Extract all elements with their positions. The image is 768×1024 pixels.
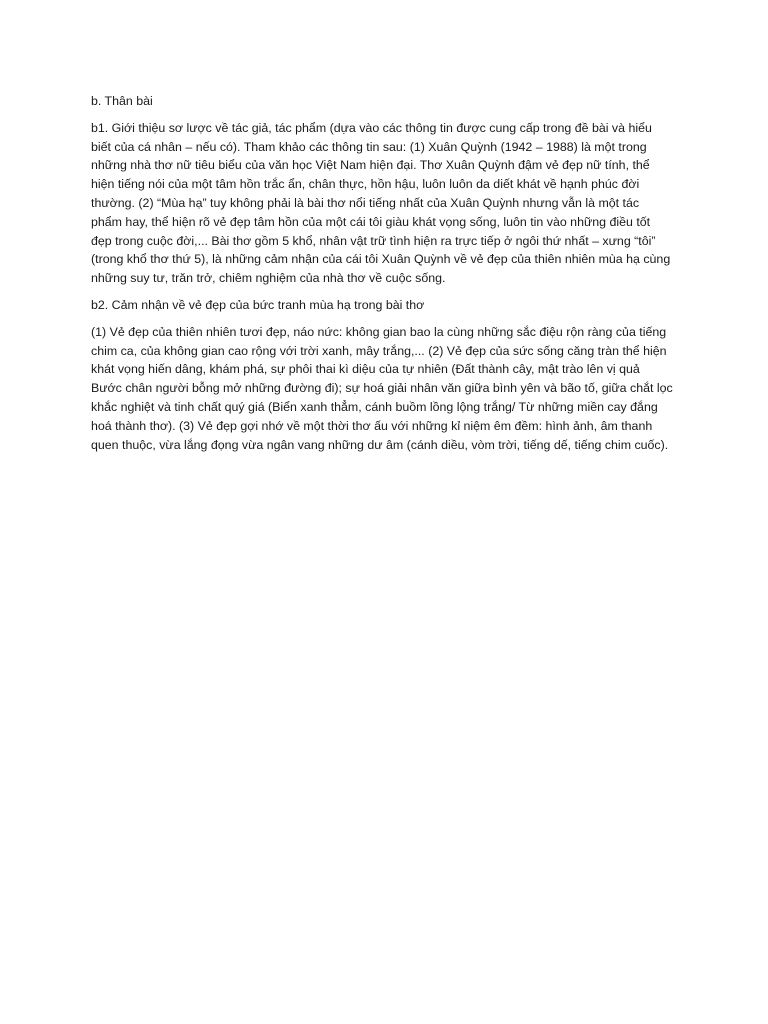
paragraph-b1-introduction (91, 119, 681, 288)
text-line: Bước chân người bỗng mở những đường đi); sự hoá giải nhân văn giữa bình yên và bão tố, giữa chắt lọc (91, 381, 673, 396)
text-line: (trong khổ thơ thứ 5), là những cảm nhận của cái tôi Xuân Quỳnh về vẻ đẹp của thiên nhiên mùa hạ cùng (91, 252, 671, 267)
text-line: hiện tiếng nói của một tâm hồn trắc ẩn, chân thực, hồn hậu, luôn luôn da diết khát về hạnh phúc đời (91, 177, 640, 192)
text-line: quen thuộc, vừa lắng đọng vừa ngân vang những dư âm (cánh diều, vòm trời, tiếng dế, tiếng chim cuốc). (91, 437, 669, 452)
text-line: đẹp trong cuộc đời,... Bài thơ gồm 5 khổ, nhân vật trữ tình hiện ra trực tiếp ở ngôi thứ nhất – xưng “tôi” (91, 233, 656, 248)
text-line: b1. Giới thiệu sơ lược về tác giả, tác phẩm (dựa vào các thông tin được cung cấp trong đề bài và hiểu (91, 120, 652, 135)
text-line: chim ca, của không gian cao rộng với trời xanh, mây trắng,... (2) Vẻ đẹp của sức sống căng tràn thể hiện (91, 343, 667, 358)
document-body (91, 92, 681, 462)
text-line: biết của cá nhân – nếu có). Tham khảo các thông tin sau: (1) Xuân Quỳnh (1942 – 1988) là một trong (91, 139, 647, 154)
text-line: những suy tư, trăn trở, chiêm nghiệm của nhà thơ về cuộc sống. (91, 271, 446, 286)
text-line: b. Thân bài (91, 94, 153, 108)
section-heading-b2 (91, 296, 681, 315)
text-line: khát vọng hiến dâng, khám phá, sự phôi thai kì diệu của tự nhiên (Đất thành cây, mật trào lên vị quả (91, 362, 640, 377)
text-line: những nhà thơ nữ tiêu biểu của văn học Việt Nam hiện đại. Thơ Xuân Quỳnh đậm vẻ đẹp nữ tính, thể (91, 158, 650, 173)
text-line: phẩm hay, thể hiện rõ vẻ đẹp tâm hồn của một cái tôi giàu khát vọng sống, luôn tin vào những điều tốt (91, 214, 651, 229)
text-line: b2. Cảm nhận về vẻ đẹp của bức tranh mùa hạ trong bài thơ (91, 297, 425, 312)
text-line: (1) Vẻ đẹp của thiên nhiên tươi đẹp, náo nức: không gian bao la cùng những sắc điệu rộn ràng của tiếng (91, 324, 667, 339)
section-heading-than-bai (91, 92, 681, 111)
paragraph-b2-analysis (91, 323, 681, 455)
text-line: thường. (2) “Mùa hạ” tuy không phải là bài thơ nổi tiếng nhất của Xuân Quỳnh nhưng vẫn là một tác (91, 195, 640, 210)
text-line: hoá thành thơ). (3) Vẻ đẹp gợi nhớ về một thời thơ ấu với những kỉ niệm êm đềm: hình ảnh, âm thanh (91, 418, 653, 433)
text-line: khắc nghiệt và tinh chất quý giá (Biển xanh thẳm, cánh buồm lồng lộng trắng/ Từ những miền cay đắng (91, 399, 658, 414)
